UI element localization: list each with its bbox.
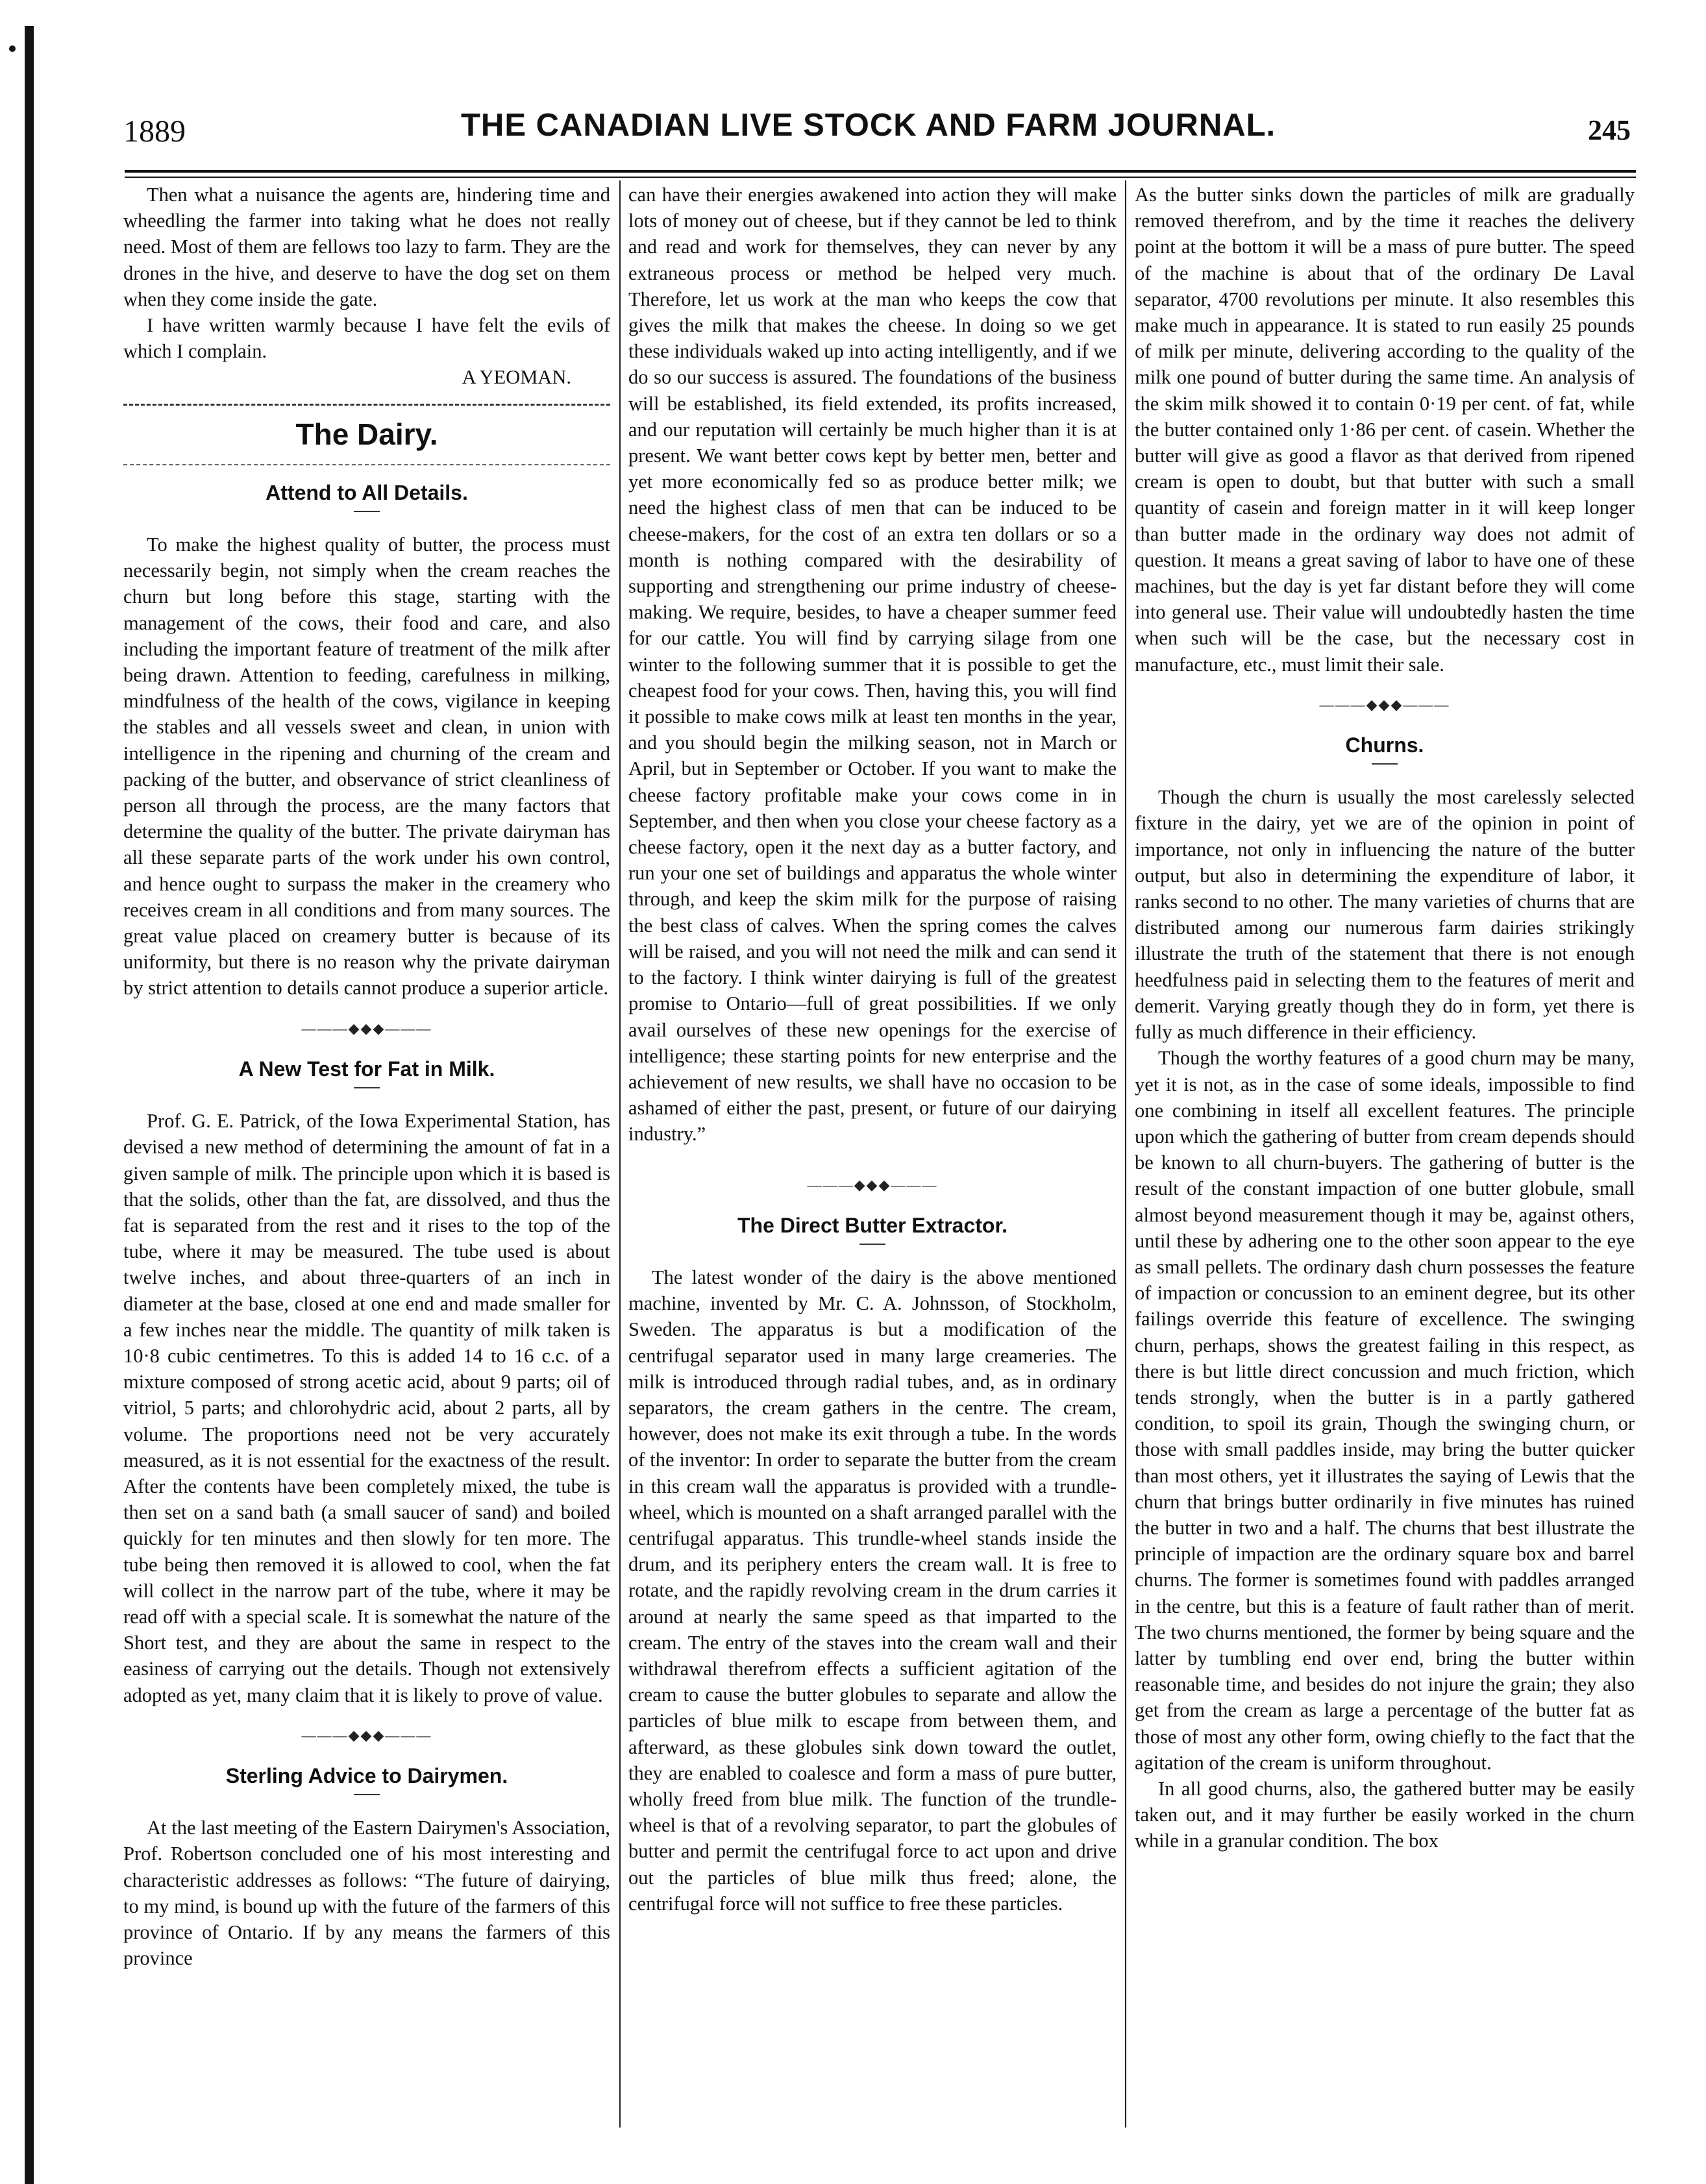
article-paragraph-continued: As the butter sinks down the particles of milk are gradually removed therefrom, and by the time it reaches the delivery point at the bottom it will be a mass of pure butter. The speed of the machine is about that of the ordinary De Laval separator, 4700 revolutions per minute. It also resembles this make much in appearance. It is stated to run easily 25 pounds of milk per minute, delivering according to the quality of the milk one pound of butter during the same time. An analysis of the skim milk showed it to contain 0·19 per cent. of fat, while the butter contained only 1·86 per cent. of casein. Whether the butter will give as good a flavor as that derived from ripened cream is open to doubt, but that butter with such a small quantity of casein and foreign matter in it will keep longer than butter made in the ordinary way does not admit of question. It means a great saving of labor to have one of these machines, but the day is yet far distant before they will come into general use. Their value will undoubtedly hasten the time when such will be the case, but the necessary cost in manufacture, etc., must limit their sale. xyxy=(1135,184,1635,676)
letter-paragraph: Then what a nuisance the agents are, hindering time and wheedling the farmer into taking what he does not really need. Most of them are fellows too lazy to farm. They are the drones in the hive, and deserve to have the dog set on them when they come inside the gate. xyxy=(123,184,610,310)
article-paragraph: To make the highest quality of butter, the process must necessarily begin, not simply when the cream reaches the churn but long before this stage, starting with the management of the cows, their food and care, and also including the important feature of treatment of the milk after being drawn. Attention to feeding, carefulness in milking, mindfulness of the health of the cows, vigilance in keeping the stables and all vessels sweet and clean, in union with intelligence in the ripening and churning of the cream and packing of the butter, and observance of strict cleanliness of person all through the process, are the many factors that determine the quality of the butter. The private dairyman has all these separate parts of the work under his own control, and hence ought to surpass the maker in the creamery who receives cream in all conditions and from many sources. The great value placed on creamery butter is because of its uniformity, but there is no reason why the private dairyman by strict attention to details cannot produce a superior article. xyxy=(123,534,610,1000)
article-paragraph: Prof. G. E. Patrick, of the Iowa Experimental Station, has devised a new method of determining the amount of fat in a given sample of milk. The principle upon which it is based is that the solids, other than the fat, are dissolved, and thus the fat is separated from the rest and it rises to the top of the tube, where it may be measured. The tube used is about twelve inches, and about three-quarters of an inch in diameter at the base, closed at one end and made smaller for a few inches near the middle. The quantity of milk taken is 10·8 cubic centimetres. To this is added 14 to 16 c.c. of a mixture composed of strong acetic acid, about 9 parts; oil of vitriol, 5 parts; and chlorohydric acid, about 2 parts, all by volume. The proportions need not be very accurately measured, as it is not essential for the exactness of the result. After the contents have been completely mixed, the tube is then set on a sand bath (a small saucer of sand) and boiled quickly for ten minutes and then slowly for ten more. The tube being then removed it is allowed to cool, when the fat will collect in the narrow part of the tube, where it may be read off with a special scale. It is somewhat the nature of the Short test, and they are about the same in respect to the easiness of carrying out the details. Though not extensively adopted as yet, many claim that it is likely to prove of value. xyxy=(123,1110,610,1706)
ornament-divider: ———◆◆◆——— xyxy=(301,1726,432,1743)
article-paragraph: The latest wonder of the dairy is the above mentioned machine, invented by Mr. C. A. Johnsson, of Stockholm, Sweden. The apparatus is but a modification of the centrifugal separator used in many large creameries. The milk is introduced through radial tubes, and, as in ordinary separators, the cream gathers in the centre. The cream, however, does not make its exit through a tube. In the words of the inventor: In order to separate the butter from the cream in this cream wall the apparatus is provided with a trundle-wheel, which is mounted on a shaft arranged parallel with the centrifugal apparatus. This trundle-wheel stands inside the drum, and its periphery enters the cream wall. It is free to rotate, and the rapidly revolving cream in the drum carries it around at nearly the same speed as that imparted to the cream. The entry of the staves into the cream wall and their withdrawal therefrom effects a sufficient agitation of the cream to cause the butter globules to separate and allow the particles of blue milk to escape from between them, and afterward, as these globules sink down toward the outlet, they are enabled to coalesce and form a mass of pure butter, wholly freed from blue milk. The function of the trundle-wheel is that of a revolving separator, to part the globules of butter and permit the centrifugal force to act upon and drive out the particles of blue milk thus freed; alone, the centrifugal force will not suffice to free these particles. xyxy=(628,1266,1117,1915)
journal-title: THE CANADIAN LIVE STOCK AND FARM JOURNAL. xyxy=(461,108,1276,143)
ornament-divider: ———◆◆◆——— xyxy=(1319,696,1450,713)
letter-closing xyxy=(123,312,610,364)
column-rule-1 xyxy=(619,180,621,2128)
letter-signature-row xyxy=(123,364,610,390)
article-title-direct-butter: The Direct Butter Extractor. xyxy=(737,1213,1008,1237)
ornament-divider: ———◆◆◆——— xyxy=(807,1176,938,1193)
column-3 xyxy=(1135,182,1635,1854)
binding-mark xyxy=(9,45,16,52)
title-rule xyxy=(859,1244,885,1245)
section-title-dairy: The Dairy. xyxy=(295,417,438,451)
article-paragraph: In all good churns, also, the gathered butter may be easily taken out, and it may further be easily worked in the churn while in a granular condition. The box xyxy=(1135,1777,1635,1852)
article-title-churns: Churns. xyxy=(1345,733,1424,757)
section-rule-top xyxy=(123,404,610,406)
title-rule xyxy=(1372,763,1398,765)
title-rule xyxy=(354,511,380,512)
column-2 xyxy=(628,182,1117,1917)
column-rule-2 xyxy=(1125,180,1126,2128)
title-rule xyxy=(354,1794,380,1795)
article-paragraph: Though the churn is usually the most carelessly selected fixture in the dairy, yet we are of the opinion in point of importance, not only in influencing the nature of the butter output, but also in determining the expenditure of labor, it ranks second to no other. The many varieties of churns that are distributed among our numerous farm dairies strikingly illustrate the truth of the statement that there is not enough heedfulness paid in selecting them to the features of merit and demerit. Varying greatly though they do in form, yet there is fully as much difference in their efficiency. xyxy=(1135,786,1635,1044)
article-paragraph: At the last meeting of the Eastern Dairymen's Association, Prof. Robertson concluded one of his most interesting and characteristic addresses as follows: “The future of dairying, to my mind, is bound up with the future of the farmers of this province of Ontario. If by any means the farmers of this province xyxy=(123,1817,610,1970)
ornament-divider: ———◆◆◆——— xyxy=(301,1020,432,1037)
article-paragraph: Though the worthy features of a good churn may be many, yet it is not, as in the case of some ideals, impossible to find one combining in itself all excellent features. The principle upon which the gathering of butter from cream depends should be known to all churn-buyers. The gathering of butter is the result of the constant impaction of one butter globule, small almost beyond measurement though it may be, against others, until these by adhering one to the other soon appear to the eye as small pellets. The ordinary dash churn possesses the feature of impaction or concussion to an eminent degree, but its other failings override this feature of excellence. The swinging churn, perhaps, shows the greatest failing in this respect, as there is but little direct concussion and much friction, which tends strongly, when the butter is in a partly gathered condition, to spoil its grain, Though the swinging churn, or those with small paddles inside, may bring the butter quicker than most others, yet it illustrates the saying of Lewis that the churn that brings butter ordinarily in five minutes has ruined the butter in two and a half. The churns that best illustrate the principle of impaction are the ordinary square box and barrel churns. The former is sometimes found with paddles arranged in the centre, but this is a feature of fault rather than of merit. The two churns mentioned, the former by being square and the latter by tumbling end over end, bring the butter within reasonable time, and besides do not injure the grain; they also get from the cream as large a percentage of the butter fat as those of most any other form, owing chiefly to the fact that the agitation of the cream is uniform throughout. xyxy=(1135,1047,1635,1774)
letter-signature: A YEOMAN. xyxy=(462,366,571,389)
article-paragraph-continued: can have their energies awakened into action they will make lots of money out of cheese, but if they cannot be led to think and read and work for themselves, they can never by any extraneous process or method be helped very much. Therefore, let us work at the man who keeps the cow that gives the milk that makes the cheese. In doing so we get these individuals waked up into acting intelligently, and if we do so our success is assured. The foundations of the business will be established, its field extended, its profits increased, and our reputation will certainly be much higher than it is at present. We want better cows kept by better men, better and yet more economically fed so as produce better milk; we need the highest class of men that can be induced to be cheese-makers, for the cost of an extra ten dollars or so a month is nothing compared with the desirability of supporting and strengthening our prime industry of cheese-making. We require, besides, to have a cheaper summer feed for our cattle. You will find by carrying silage from one winter to the following summer that it is possible to get the cheapest food for your cows. Then, having this, you will find it possible to make cows milk at least ten months in the year, and you should begin the milking season, not in March or April, but in September or October. If you want to make the cheese factory profitable make your cows come in in September, and then when you close your cheese factory as a cheese factory, open it the next day as a butter factory, and run your one set of buildings and apparatus the whole winter through, and keep the skim milk for the purpose of raising the best class of calves. When the spring comes the calves will be raised, and you will not need the milk and can send it to the factory. I think winter dairying is full of the greatest promise to Ontario—full of great possibilities. If we only avail ourselves of these new openings for the exercise of intelligence; these starting points for new enterprise and the achievement of new results, we shall have no occasion to be ashamed of either the past, present, or future of our dairying industry.” xyxy=(628,184,1117,1146)
article-title-sterling: Sterling Advice to Dairymen. xyxy=(225,1763,508,1787)
letter-closing-text: I have written warmly because I have felt the evils of which I complain. xyxy=(123,314,610,363)
title-rule xyxy=(354,1087,380,1088)
header-rule-thin xyxy=(125,177,1636,178)
running-header xyxy=(123,107,1636,153)
binding-edge xyxy=(25,26,34,2184)
article-title-new-test: A New Test for Fat in Milk. xyxy=(238,1057,495,1081)
section-rule-bottom xyxy=(123,464,610,465)
header-rule xyxy=(125,170,1636,173)
article-title-attend: Attend to All Details. xyxy=(266,480,468,504)
page-number: 245 xyxy=(1588,114,1631,146)
header-year: 1889 xyxy=(123,114,186,149)
column-1 xyxy=(123,182,610,1971)
